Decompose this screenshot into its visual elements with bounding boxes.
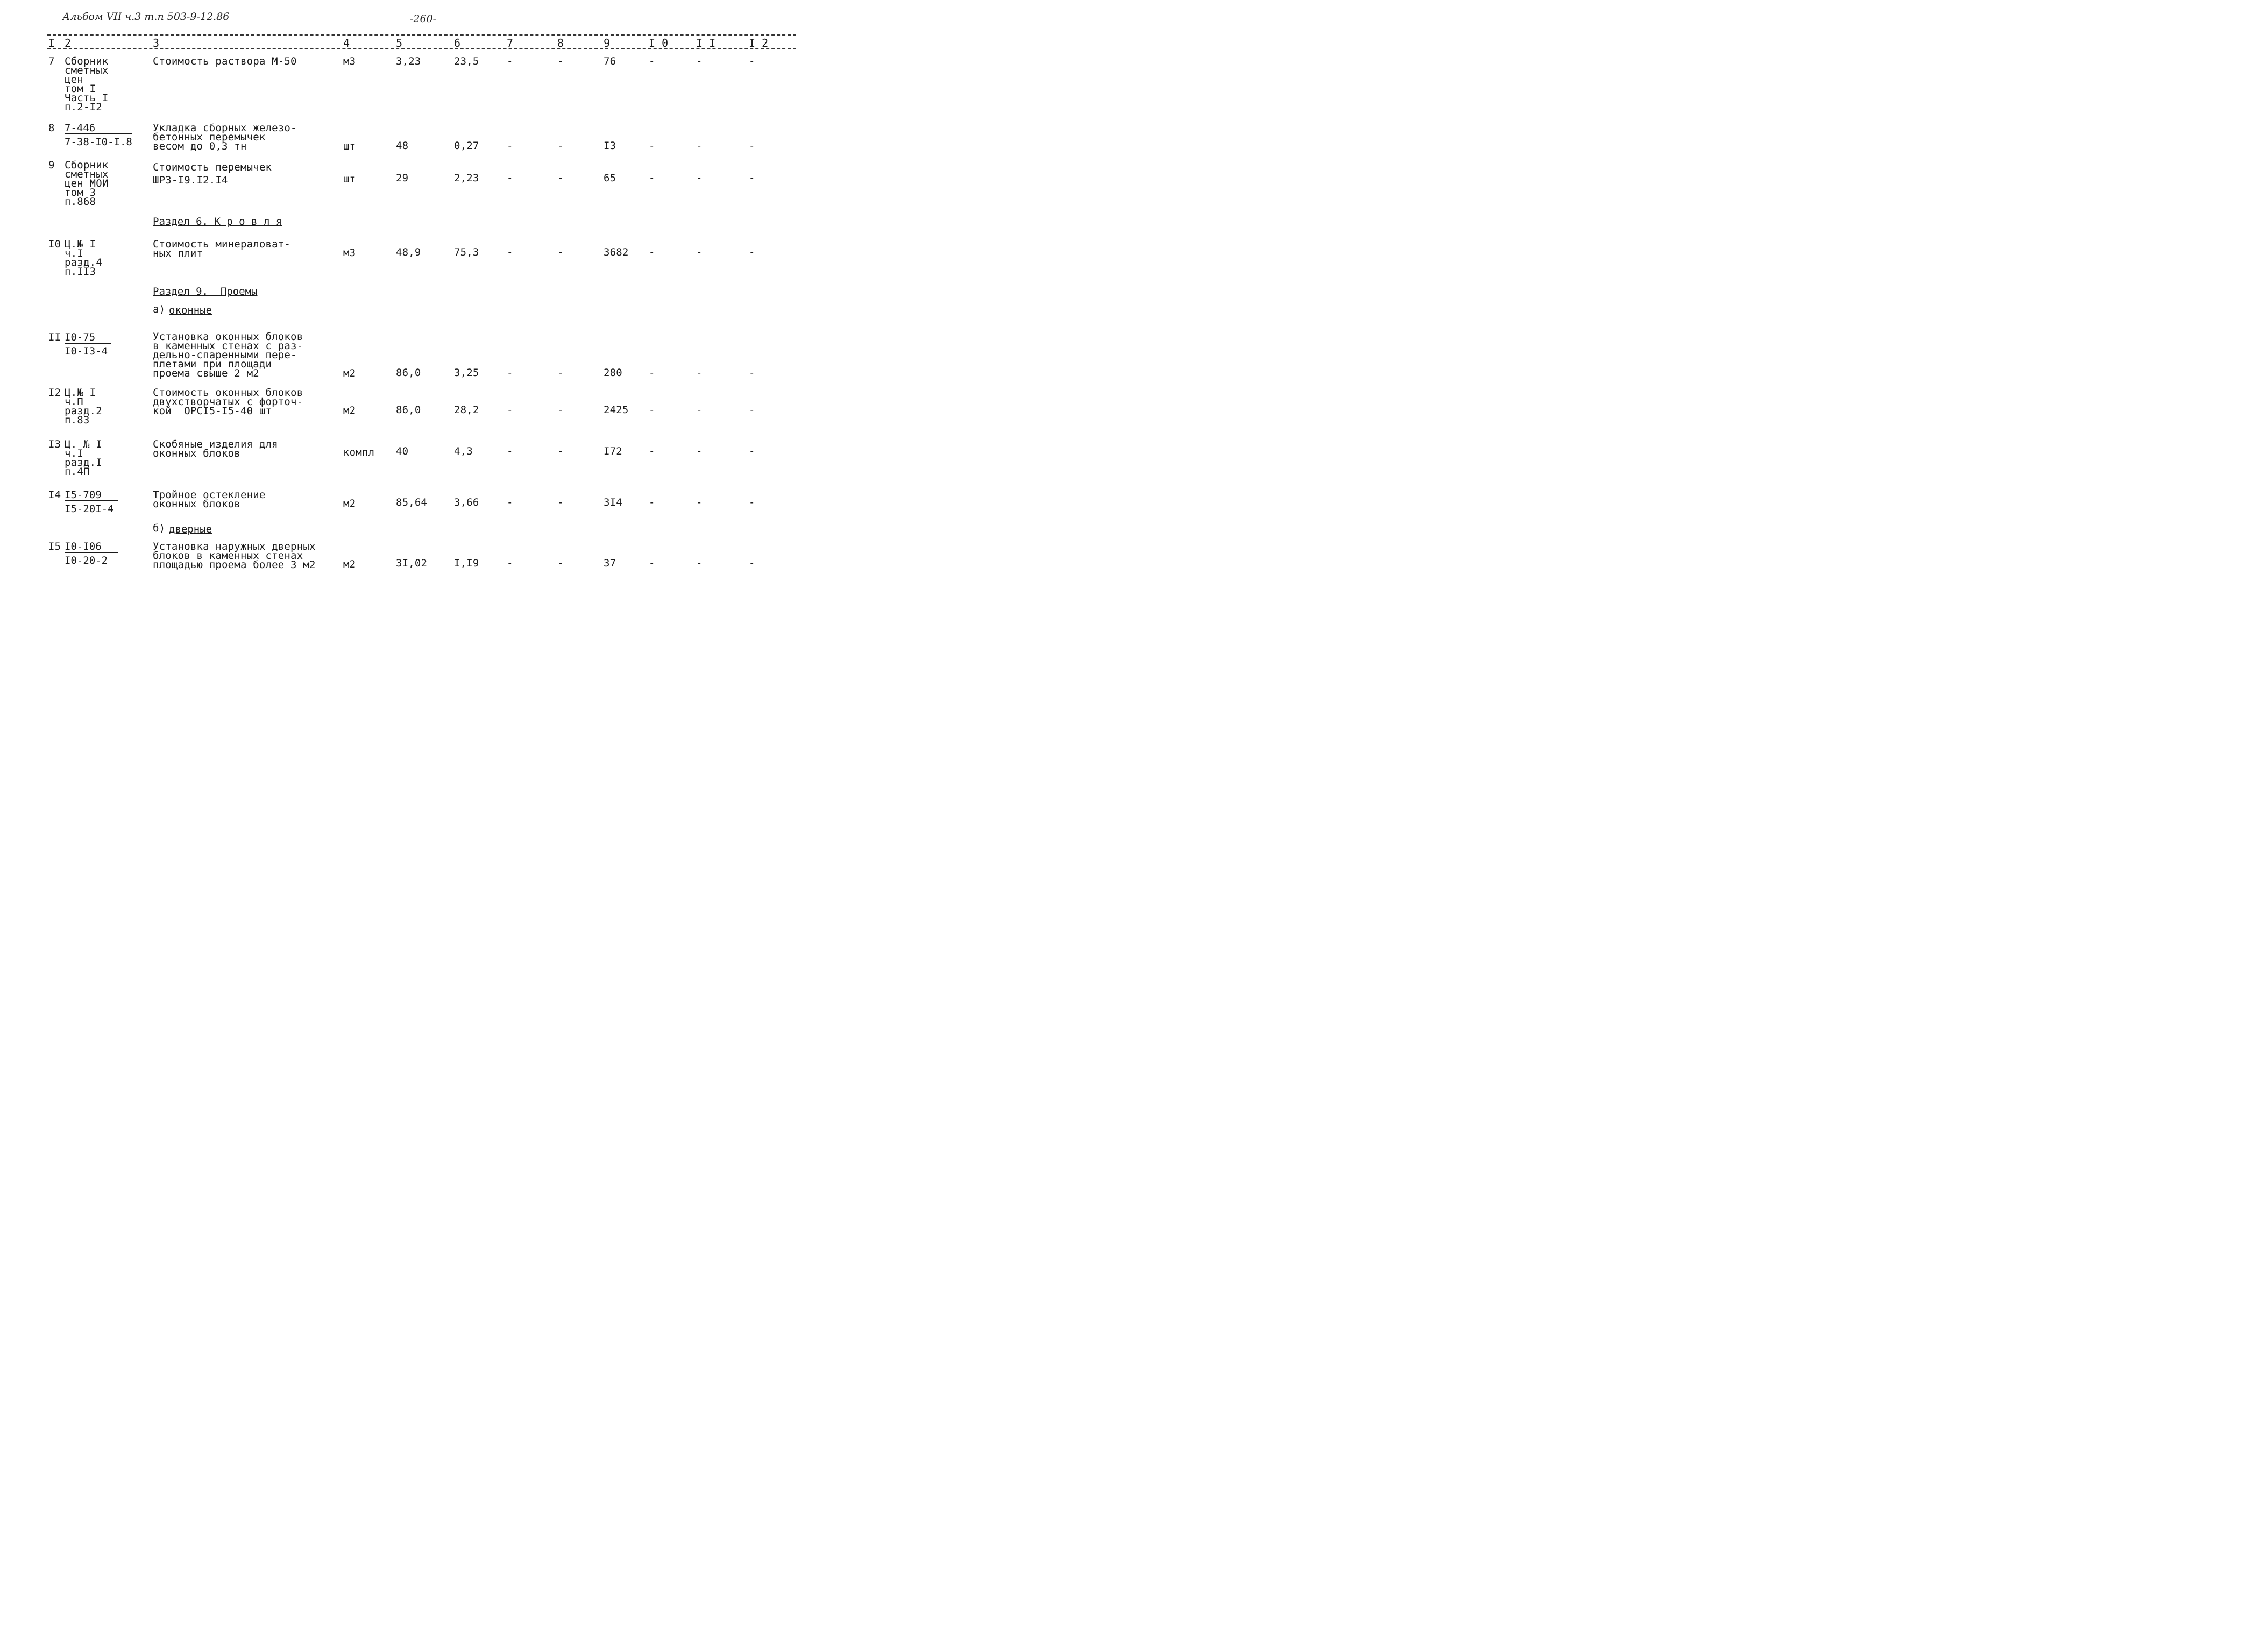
row-col8: -: [557, 445, 564, 457]
row-col11: -: [696, 404, 703, 416]
header-rule-top: [47, 34, 796, 36]
row-col11: -: [696, 497, 703, 508]
row-qty: 86,0: [396, 404, 421, 416]
row-price: 75,3: [454, 246, 479, 258]
row-name: Стоимость раствора М-50: [153, 55, 297, 67]
row-qty: 40: [396, 445, 409, 457]
basis-denominator: I0-I3-4: [65, 345, 108, 357]
row-qty: 85,64: [396, 497, 428, 508]
row-col12: -: [749, 404, 755, 416]
row-basis: Сборник сметных цен том I Часть I п.2-I2: [65, 55, 109, 113]
row-col11: -: [696, 140, 703, 152]
row-unit: м2: [343, 558, 356, 570]
col-head-6: 6: [454, 37, 461, 49]
row-number: I5: [48, 541, 61, 552]
row-total: 37: [604, 557, 616, 569]
row-col7: -: [507, 497, 513, 508]
row-unit: м3: [343, 247, 356, 259]
row-name: Стоимость перемычек ШРЗ-I9.I2.I4: [153, 161, 272, 186]
row-qty: 48: [396, 140, 409, 152]
basis-denominator: 7-38-I0-I.8: [65, 136, 132, 148]
header-rule-bottom: [47, 48, 796, 49]
row-basis: Ц.№ I ч.I разд.4 п.II3: [65, 238, 102, 278]
row-price: 2,23: [454, 172, 479, 184]
row-col11: -: [696, 246, 703, 258]
subsection-prefix-windows: а): [153, 303, 166, 315]
row-name: Укладка сборных железо- бетонных перемычек весом до 0,3 тн: [153, 122, 297, 152]
basis-numerator: I5-709: [65, 490, 118, 501]
row-total: I3: [604, 140, 616, 152]
row-col12: -: [749, 55, 755, 67]
col-head-2: 2: [65, 37, 72, 49]
col-head-8: 8: [557, 37, 564, 49]
row-qty: 3I,02: [396, 557, 428, 569]
row-col10: -: [649, 172, 655, 184]
page-number: -260-: [410, 13, 437, 25]
row-col12: -: [749, 367, 755, 379]
row-col12: -: [749, 445, 755, 457]
row-col8: -: [557, 497, 564, 508]
row-qty: 29: [396, 172, 409, 184]
row-col11: -: [696, 367, 703, 379]
row-number: 9: [48, 159, 55, 171]
row-col7: -: [507, 557, 513, 569]
section-heading-openings: Раздел 9. Проемы: [153, 286, 258, 297]
basis-denominator: I5-20I-4: [65, 503, 114, 515]
row-unit: шт: [343, 173, 356, 185]
row-col7: -: [507, 246, 513, 258]
row-qty: 86,0: [396, 367, 421, 379]
row-total: 3682: [604, 246, 629, 258]
row-col8: -: [557, 55, 564, 67]
row-col11: -: [696, 172, 703, 184]
row-col11: -: [696, 557, 703, 569]
row-unit: компл: [343, 446, 375, 458]
row-total: 280: [604, 367, 622, 379]
row-col7: -: [507, 140, 513, 152]
row-total: 2425: [604, 404, 629, 416]
row-col7: -: [507, 445, 513, 457]
col-head-9: 9: [604, 37, 611, 49]
row-price: 0,27: [454, 140, 479, 152]
row-col12: -: [749, 497, 755, 508]
row-col10: -: [649, 246, 655, 258]
row-col10: -: [649, 445, 655, 457]
row-price: 23,5: [454, 55, 479, 67]
col-head-12: I 2: [749, 37, 769, 49]
row-price: 3,25: [454, 367, 479, 379]
row-col12: -: [749, 246, 755, 258]
subsection-windows: оконные: [169, 304, 212, 316]
row-name: Тройное остекление оконных блоков: [153, 489, 266, 510]
row-basis: Сборник сметных цен МОИ том 3 п.868: [65, 159, 109, 208]
row-qty: 3,23: [396, 55, 421, 67]
album-reference: Альбом VII ч.3 т.п 503-9-12.86: [62, 11, 230, 23]
row-col8: -: [557, 367, 564, 379]
row-col7: -: [507, 172, 513, 184]
row-basis-fraction: [65, 123, 132, 147]
row-qty: 48,9: [396, 246, 421, 258]
basis-denominator: I0-20-2: [65, 555, 108, 566]
col-head-1: I: [48, 37, 55, 49]
row-unit: м3: [343, 55, 356, 67]
row-basis-fraction: [65, 490, 118, 514]
row-col8: -: [557, 557, 564, 569]
row-price: 3,66: [454, 497, 479, 508]
row-col8: -: [557, 246, 564, 258]
row-col12: -: [749, 557, 755, 569]
row-number: I2: [48, 387, 61, 399]
row-col7: -: [507, 404, 513, 416]
row-unit: шт: [343, 140, 356, 152]
row-price: 4,3: [454, 445, 473, 457]
row-name: Установка наружных дверных блоков в каменных стенах площадью проема более 3 м2: [153, 541, 316, 571]
row-unit: м2: [343, 367, 356, 379]
subsection-doors: дверные: [169, 523, 212, 535]
row-price: 28,2: [454, 404, 479, 416]
section-heading-roof: Раздел 6. К р о в л я: [153, 216, 282, 228]
row-total: 65: [604, 172, 616, 184]
row-col8: -: [557, 172, 564, 184]
row-basis: Ц. № I ч.I разд.I п.4П: [65, 438, 102, 478]
row-col10: -: [649, 367, 655, 379]
row-basis: Ц.№ I ч.П разд.2 п.83: [65, 387, 102, 426]
row-col10: -: [649, 404, 655, 416]
row-name: Скобяные изделия для оконных блоков: [153, 438, 278, 459]
row-number: 8: [48, 122, 55, 134]
row-col8: -: [557, 404, 564, 416]
row-col12: -: [749, 172, 755, 184]
row-number: 7: [48, 55, 55, 67]
row-total: I72: [604, 445, 622, 457]
col-head-5: 5: [396, 37, 403, 49]
row-col11: -: [696, 445, 703, 457]
row-col7: -: [507, 55, 513, 67]
row-name: Установка оконных блоков в каменных стенах с раз- дельно-спаренными пере- плетами при площади проема свыше 2 м2: [153, 331, 303, 379]
col-head-7: 7: [507, 37, 514, 49]
row-col10: -: [649, 140, 655, 152]
row-name: Стоимость минераловат- ных плит: [153, 238, 291, 259]
basis-numerator: I0-I06: [65, 541, 118, 553]
row-number: II: [48, 331, 61, 343]
col-head-4: 4: [343, 37, 350, 49]
row-price: I,I9: [454, 557, 479, 569]
col-head-11: I I: [696, 37, 716, 49]
row-number: I3: [48, 438, 61, 450]
subsection-prefix-doors: б): [153, 522, 166, 534]
row-col10: -: [649, 497, 655, 508]
row-name: Стоимость оконных блоков двухстворчатых с форточ- кой ОРСI5-I5-40 шт: [153, 387, 303, 417]
row-col12: -: [749, 140, 755, 152]
row-unit: м2: [343, 405, 356, 416]
row-number: I4: [48, 489, 61, 501]
col-head-3: 3: [153, 37, 160, 49]
row-unit: м2: [343, 498, 356, 509]
basis-numerator: I0-75: [65, 332, 111, 344]
row-basis-fraction: [65, 541, 118, 566]
row-col8: -: [557, 140, 564, 152]
row-col11: -: [696, 55, 703, 67]
row-number: I0: [48, 238, 61, 250]
row-total: 76: [604, 55, 616, 67]
row-basis-fraction: [65, 332, 111, 357]
basis-numerator: 7-446: [65, 123, 132, 134]
row-col10: -: [649, 55, 655, 67]
row-total: 3I4: [604, 497, 622, 508]
row-col7: -: [507, 367, 513, 379]
col-head-10: I 0: [649, 37, 669, 49]
row-col10: -: [649, 557, 655, 569]
